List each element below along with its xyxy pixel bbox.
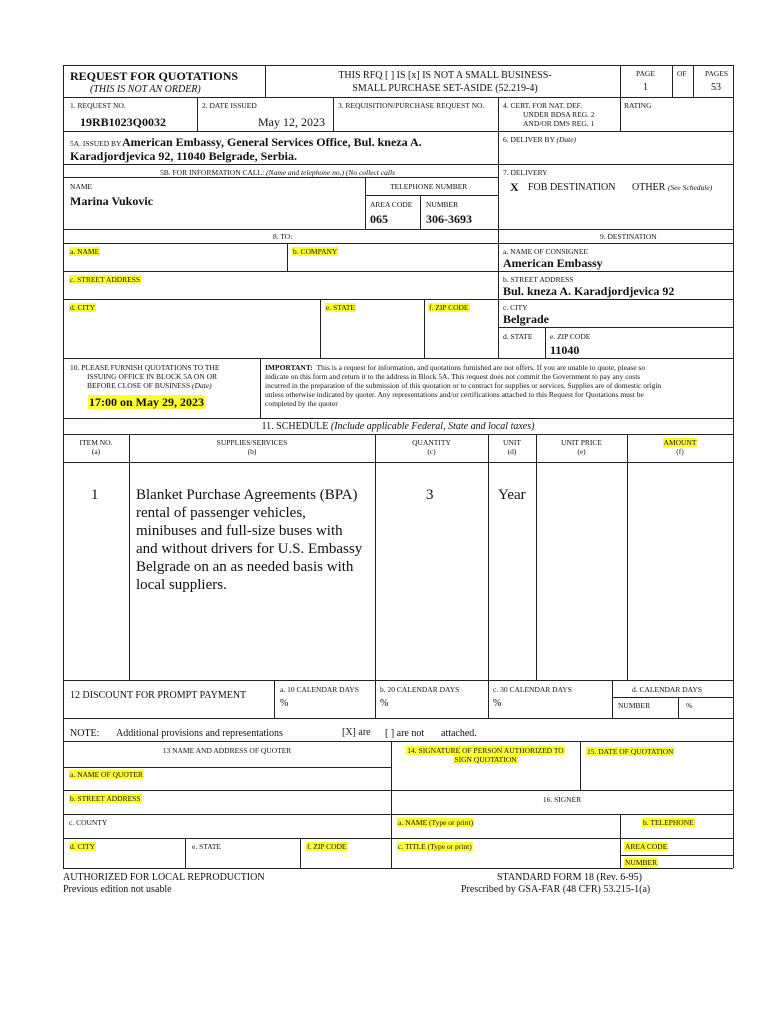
quotation-date-label: 15. DATE OF QUOTATION: [587, 747, 674, 756]
info-call-text: 5B. FOR INFORMATION CALL:: [160, 168, 265, 177]
rule: [63, 462, 733, 463]
discount-d-pct: %: [686, 701, 693, 710]
rule: [612, 697, 733, 698]
signature-label-1: 14. SIGNATURE OF PERSON AUTHORIZED TO: [407, 746, 564, 755]
quoter-name-label: a. NAME OF QUOTER: [70, 770, 143, 779]
info-call-label: [160, 168, 395, 177]
rule: [545, 327, 546, 358]
item-quantity: 3: [426, 487, 434, 503]
rule: [63, 358, 733, 359]
rule: [63, 814, 733, 815]
footer-reproduction: AUTHORIZED FOR LOCAL REPRODUCTION: [63, 872, 265, 883]
form-title: REQUEST FOR QUOTATIONS: [70, 69, 239, 83]
discount-20-pct: %: [380, 698, 389, 709]
footer-prescribed-by: Prescribed by GSA-FAR (48 CFR) 53.215-1(a): [461, 884, 651, 895]
cert-label-1: 4. CERT. FOR NAT. DEF.: [503, 101, 583, 110]
rule: [620, 814, 621, 868]
col-supplies-sub: (b): [247, 447, 257, 456]
contact-name: Marina Vukovic: [70, 194, 154, 208]
important-line4: unless otherwise indicated by quoter. Any representations and/or certifications attached to this Request for Quotations must be: [265, 390, 644, 399]
rule: [63, 418, 733, 419]
signer-telephone-label: b. TELEPHONE: [643, 818, 694, 827]
rule: [274, 680, 275, 718]
rule: [63, 741, 733, 742]
schedule-title-text: 11. SCHEDULE: [261, 421, 329, 432]
rule: [620, 855, 733, 856]
col-unit-price-sub: (e): [577, 447, 586, 456]
fob-destination-label: FOB DESTINATION: [528, 182, 616, 193]
note-are: [X] are: [342, 727, 371, 738]
quoter-county-label: c. COUNTY: [69, 818, 108, 827]
rule: [197, 97, 198, 131]
item-desc-line: local suppliers.: [136, 577, 227, 593]
rule: [488, 434, 489, 680]
note-label: NOTE:: [70, 728, 100, 739]
rule: [672, 65, 673, 97]
signer-title-label: c. TITLE (Type or print): [398, 842, 472, 851]
delivery-other-label: [632, 182, 712, 194]
rule: [63, 164, 733, 165]
dest-street: Bul. kneza A. Karadjordjevica 92: [503, 284, 675, 298]
date-issued-label: 2. DATE ISSUED: [202, 101, 257, 110]
cert-label-2: UNDER BDSA REG. 2: [523, 110, 595, 119]
item-desc-line: Blanket Purchase Agreements (BPA): [136, 487, 358, 503]
rule: [627, 434, 628, 680]
rule: [260, 358, 261, 418]
rating-label: RATING: [624, 101, 652, 110]
rule: [612, 680, 613, 718]
col-item-no: [63, 438, 129, 456]
rule: [63, 434, 733, 435]
dest-city-label: c. CITY: [503, 303, 528, 312]
rule: [63, 243, 733, 244]
rule: [498, 327, 733, 328]
rule: [333, 97, 334, 131]
important-line5: completed by the quoter: [265, 399, 338, 408]
request-no-label: 1. REQUEST NO.: [70, 101, 126, 110]
rule: [287, 243, 288, 271]
date-issued: May 12, 2023: [258, 115, 325, 129]
rule: [63, 868, 733, 869]
col-item-no-sub: (a): [91, 447, 101, 456]
total-pages: 53: [711, 82, 721, 93]
other-text: OTHER: [632, 182, 666, 193]
destination-label: 9. DESTINATION: [600, 232, 657, 241]
cert-label-3: AND/OR DMS REG. 1: [523, 119, 595, 128]
col-supplies-label: SUPPLIES/SERVICES: [216, 438, 288, 447]
rule: [498, 97, 499, 243]
deliver-by-label: [503, 135, 576, 144]
col-unit: [488, 438, 536, 456]
deliver-by-text: 6. DELIVER BY: [503, 135, 555, 144]
schedule-title: [63, 421, 733, 433]
schedule-title-note: (Include applicable Federal, State and local taxes): [330, 421, 535, 432]
dest-city: Belgrade: [503, 312, 549, 326]
rule: [63, 97, 733, 98]
col-item-no-label: ITEM NO.: [79, 438, 113, 447]
dest-zip-label: e. ZIP CODE: [550, 332, 591, 341]
col-supplies: [129, 438, 375, 456]
furnish-line3: [87, 381, 212, 390]
rule: [63, 271, 733, 272]
item-unit: Year: [498, 487, 526, 503]
issued-by-line1: American Embassy, General Services Office, Bul. kneza A.: [122, 135, 422, 149]
rule: [63, 299, 733, 300]
col-quantity-sub: (c): [427, 447, 436, 456]
footer-standard-form: STANDARD FORM 18 (Rev. 6-95): [497, 872, 642, 883]
rule: [63, 680, 733, 681]
rule: [375, 434, 376, 680]
rule: [63, 718, 733, 719]
rfq-set-aside-line1: THIS RFQ [ ] IS [x] IS NOT A SMALL BUSINESS-: [338, 70, 552, 81]
furnish-line3-text: BEFORE CLOSE OF BUSINESS: [87, 381, 191, 390]
item-desc-line: Belgrade on an as needed basis with: [136, 559, 354, 575]
footer-previous-edition: Previous edition not usable: [63, 884, 172, 895]
other-note: (See Schedule): [667, 183, 713, 192]
discount-label: 12 DISCOUNT FOR PROMPT PAYMENT: [70, 690, 247, 701]
form-subtitle: (THIS IS NOT AN ORDER): [90, 84, 201, 95]
to-label: 8. TO:: [273, 232, 293, 241]
important-notice: [265, 363, 731, 408]
rule: [693, 65, 694, 97]
rule: [63, 65, 733, 66]
item-desc-line: and without drivers for U.S. Embassy: [136, 541, 363, 557]
delivery-label: 7. DELIVERY: [503, 168, 548, 177]
to-state-label: e. STATE: [326, 303, 355, 312]
rule: [63, 229, 733, 230]
col-unit-sub: (d): [507, 447, 517, 456]
important-line1: This is a request for information, and quotations furnished are not offers. If you are unable to quote, please so: [316, 363, 646, 372]
rule: [185, 838, 186, 868]
rule: [63, 131, 733, 132]
important-line3: incurred in the preparation of the submission of this quotation or to contract for supplies or services. Supplies are of domestic origin: [265, 381, 662, 390]
col-amount-sub: (f): [676, 447, 684, 456]
page-number: 1: [643, 82, 648, 93]
rule: [424, 299, 425, 358]
col-unit-price: [536, 438, 627, 456]
pages-label: PAGES: [705, 69, 729, 78]
issued-by-line2: Karadjordjevica 92, 11040 Belgrade, Serbia.: [70, 149, 297, 163]
item-desc-line: minibuses and full-size buses with: [136, 523, 343, 539]
discount-20-days: b. 20 CALENDAR DAYS: [380, 685, 460, 694]
signer-area-code-label: AREA CODE: [625, 842, 668, 851]
quoter-zip-label: f. ZIP CODE: [307, 842, 347, 851]
dest-street-label: b. STREET ADDRESS: [503, 275, 574, 284]
area-code-label: AREA CODE: [370, 200, 413, 209]
rule: [488, 680, 489, 718]
discount-calendar-days: d. CALENDAR DAYS: [632, 685, 702, 694]
contact-name-label: NAME: [70, 182, 93, 191]
deliver-by-date-note: (Date): [556, 135, 577, 144]
item-no-1: 1: [91, 487, 99, 503]
dest-zip: 11040: [550, 343, 580, 357]
dest-state-label: d. STATE: [503, 332, 533, 341]
col-quantity: [375, 438, 488, 456]
signer-name-label: a. NAME (Type or print): [398, 818, 474, 827]
col-amount-label: AMOUNT: [663, 438, 697, 447]
rule: [375, 680, 376, 718]
telephone-label: TELEPHONE NUMBER: [390, 182, 468, 191]
col-amount: [627, 438, 733, 456]
phone-number: 306-3693: [426, 212, 472, 226]
furnish-date-note: (Date): [192, 381, 212, 390]
important-line: [265, 363, 731, 372]
issued-by-label: 5A. ISSUED BY: [70, 139, 122, 148]
to-city-label: d. CITY: [70, 303, 95, 312]
furnish-line1: 10. PLEASE FURNISH QUOTATIONS TO THE: [70, 363, 220, 372]
rule: [536, 434, 537, 680]
rule: [129, 434, 130, 680]
rule: [265, 65, 266, 97]
rule: [420, 195, 421, 229]
page-label: PAGE: [636, 69, 655, 78]
quotation-deadline: 17:00 on May 29, 2023: [89, 395, 204, 409]
signer-number-label: NUMBER: [625, 858, 658, 867]
discount-10-pct: %: [280, 698, 289, 709]
signer-label: 16. SIGNER: [542, 795, 582, 804]
rule: [620, 65, 621, 131]
item-desc-line: rental of passenger vehicles,: [136, 505, 306, 521]
rule: [580, 741, 581, 790]
rule: [320, 299, 321, 358]
consignee-label: a. NAME OF CONSIGNEE: [503, 247, 588, 256]
requisition-label: 3. REQUISITION/PURCHASE REQUEST NO.: [338, 101, 485, 110]
rule: [365, 177, 366, 229]
consignee: American Embassy: [503, 256, 603, 270]
note-attached: attached.: [441, 728, 477, 739]
to-street-label: c. STREET ADDRESS: [70, 275, 141, 284]
furnish-line2: ISSUING OFFICE IN BLOCK 5A ON OR: [87, 372, 218, 381]
discount-10-days: a. 10 CALENDAR DAYS: [280, 685, 359, 694]
quoter-street-label: b. STREET ADDRESS: [70, 794, 141, 803]
col-unit-label: UNIT: [503, 438, 521, 447]
col-unit-price-label: UNIT PRICE: [561, 438, 602, 447]
request-no: 19RB1023Q0032: [80, 115, 167, 129]
to-name-label: a. NAME: [70, 247, 100, 256]
col-quantity-label: QUANTITY: [412, 438, 451, 447]
rule: [733, 65, 734, 868]
rule: [63, 767, 391, 768]
quoter-label: 13 NAME AND ADDRESS OF QUOTER: [162, 746, 292, 755]
fob-destination-mark: X: [510, 180, 519, 194]
rule: [300, 838, 301, 868]
of-label: OF: [677, 69, 687, 78]
to-company-label: b. COMPANY: [293, 247, 338, 256]
discount-number-label: NUMBER: [618, 701, 651, 710]
rule: [498, 243, 499, 358]
discount-30-days: c. 30 CALENDAR DAYS: [493, 685, 572, 694]
item-description: [136, 486, 372, 594]
rule: [63, 177, 498, 178]
rule: [678, 697, 679, 718]
important-line2: indicate on this form and return it to the address in Block 5A. This request does not commit the Government to pay any costs: [265, 372, 641, 381]
quoter-state-label: e. STATE: [192, 842, 221, 851]
info-call-note: (Name and telephone no.) (No collect calls: [266, 168, 395, 177]
rule: [365, 195, 498, 196]
rule: [63, 790, 733, 791]
phone-number-label: NUMBER: [426, 200, 459, 209]
note-are-not: [ ] are not: [385, 728, 425, 739]
signature-label-2: SIGN QUOTATION: [454, 755, 517, 764]
note-text: Additional provisions and representations: [116, 728, 283, 739]
to-zip-label: f. ZIP CODE: [429, 303, 469, 312]
quoter-city-label: d. CITY: [70, 842, 95, 851]
discount-30-pct: %: [493, 698, 502, 709]
important-label: IMPORTANT:: [265, 363, 313, 372]
rule: [63, 838, 733, 839]
area-code: 065: [370, 212, 388, 226]
rfq-set-aside-line2: SMALL PURCHASE SET-ASIDE (52.219-4): [352, 83, 538, 94]
